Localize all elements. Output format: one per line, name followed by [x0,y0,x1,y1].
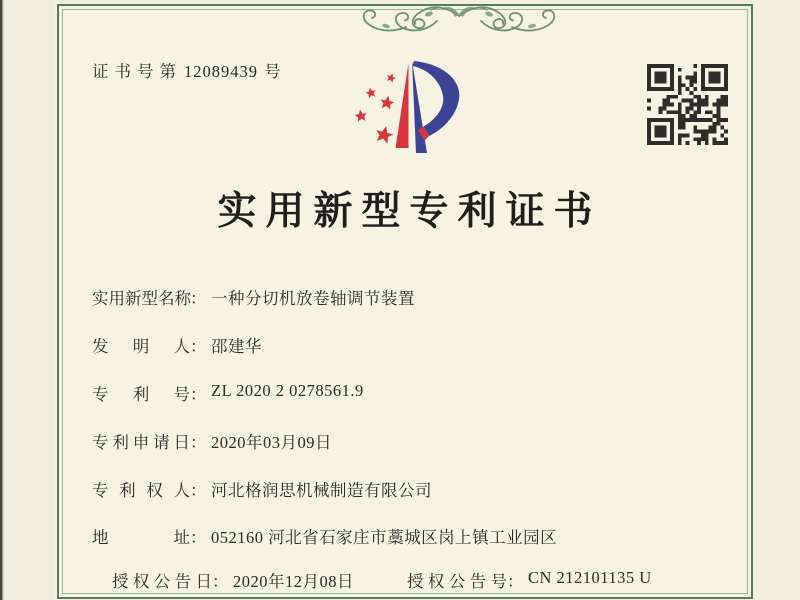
certificate-number-value: 12089439 [184,62,258,81]
certificate-frame [57,4,753,599]
field-row-address [92,524,557,547]
certificate-number [92,58,281,82]
field-label: 授权公告日 [112,572,212,591]
qr-code [647,64,728,145]
field-colon: ： [507,572,524,591]
field-label: 发明人 [92,337,190,356]
field-value: 邵建华 [211,337,262,356]
field-row-patentee [92,477,432,500]
field-label: 实用新型名称 [92,289,191,308]
field-colon: ： [190,433,207,452]
field-row-name [92,285,415,308]
field-label: 专利申请日 [92,433,190,452]
field-value: CN 212101135 U [528,568,652,587]
field-row-patent-number [92,381,364,404]
field-colon: ： [190,481,207,500]
field-value: 一种分切机放卷轴调节装置 [211,289,415,308]
certificate-number-suffix: 号 [264,62,281,81]
field-value: 052160 河北省石家庄市藁城区岗上镇工业园区 [211,528,558,547]
field-row-filing-date [92,429,332,452]
field-colon: ： [190,528,207,547]
field-colon: ： [212,572,229,591]
scrollwork-ornament-icon [334,4,584,36]
field-label: 专利权人 [92,481,190,500]
scanned-page-margin [4,0,57,600]
field-label: 地址 [92,528,190,547]
field-value: 河北格润思机械制造有限公司 [211,481,432,500]
field-row-inventor [92,333,262,356]
certificate-number-prefix: 证书号第 [92,62,182,81]
field-colon: ： [190,289,207,308]
field-row-grant-date [112,568,354,591]
field-value: 2020年03月09日 [211,433,332,452]
field-colon: ： [190,385,207,404]
page-title: 实用新型专利证书 [217,190,602,233]
field-colon: ： [190,337,207,356]
field-value: ZL 2020 2 0278561.9 [211,381,364,400]
field-row-grant-number [407,568,652,591]
field-label: 专利号 [92,385,190,404]
field-value: 2020年12月08日 [233,572,354,591]
cnipa-logo-icon [337,55,495,169]
field-label: 授权公告号 [407,572,507,591]
